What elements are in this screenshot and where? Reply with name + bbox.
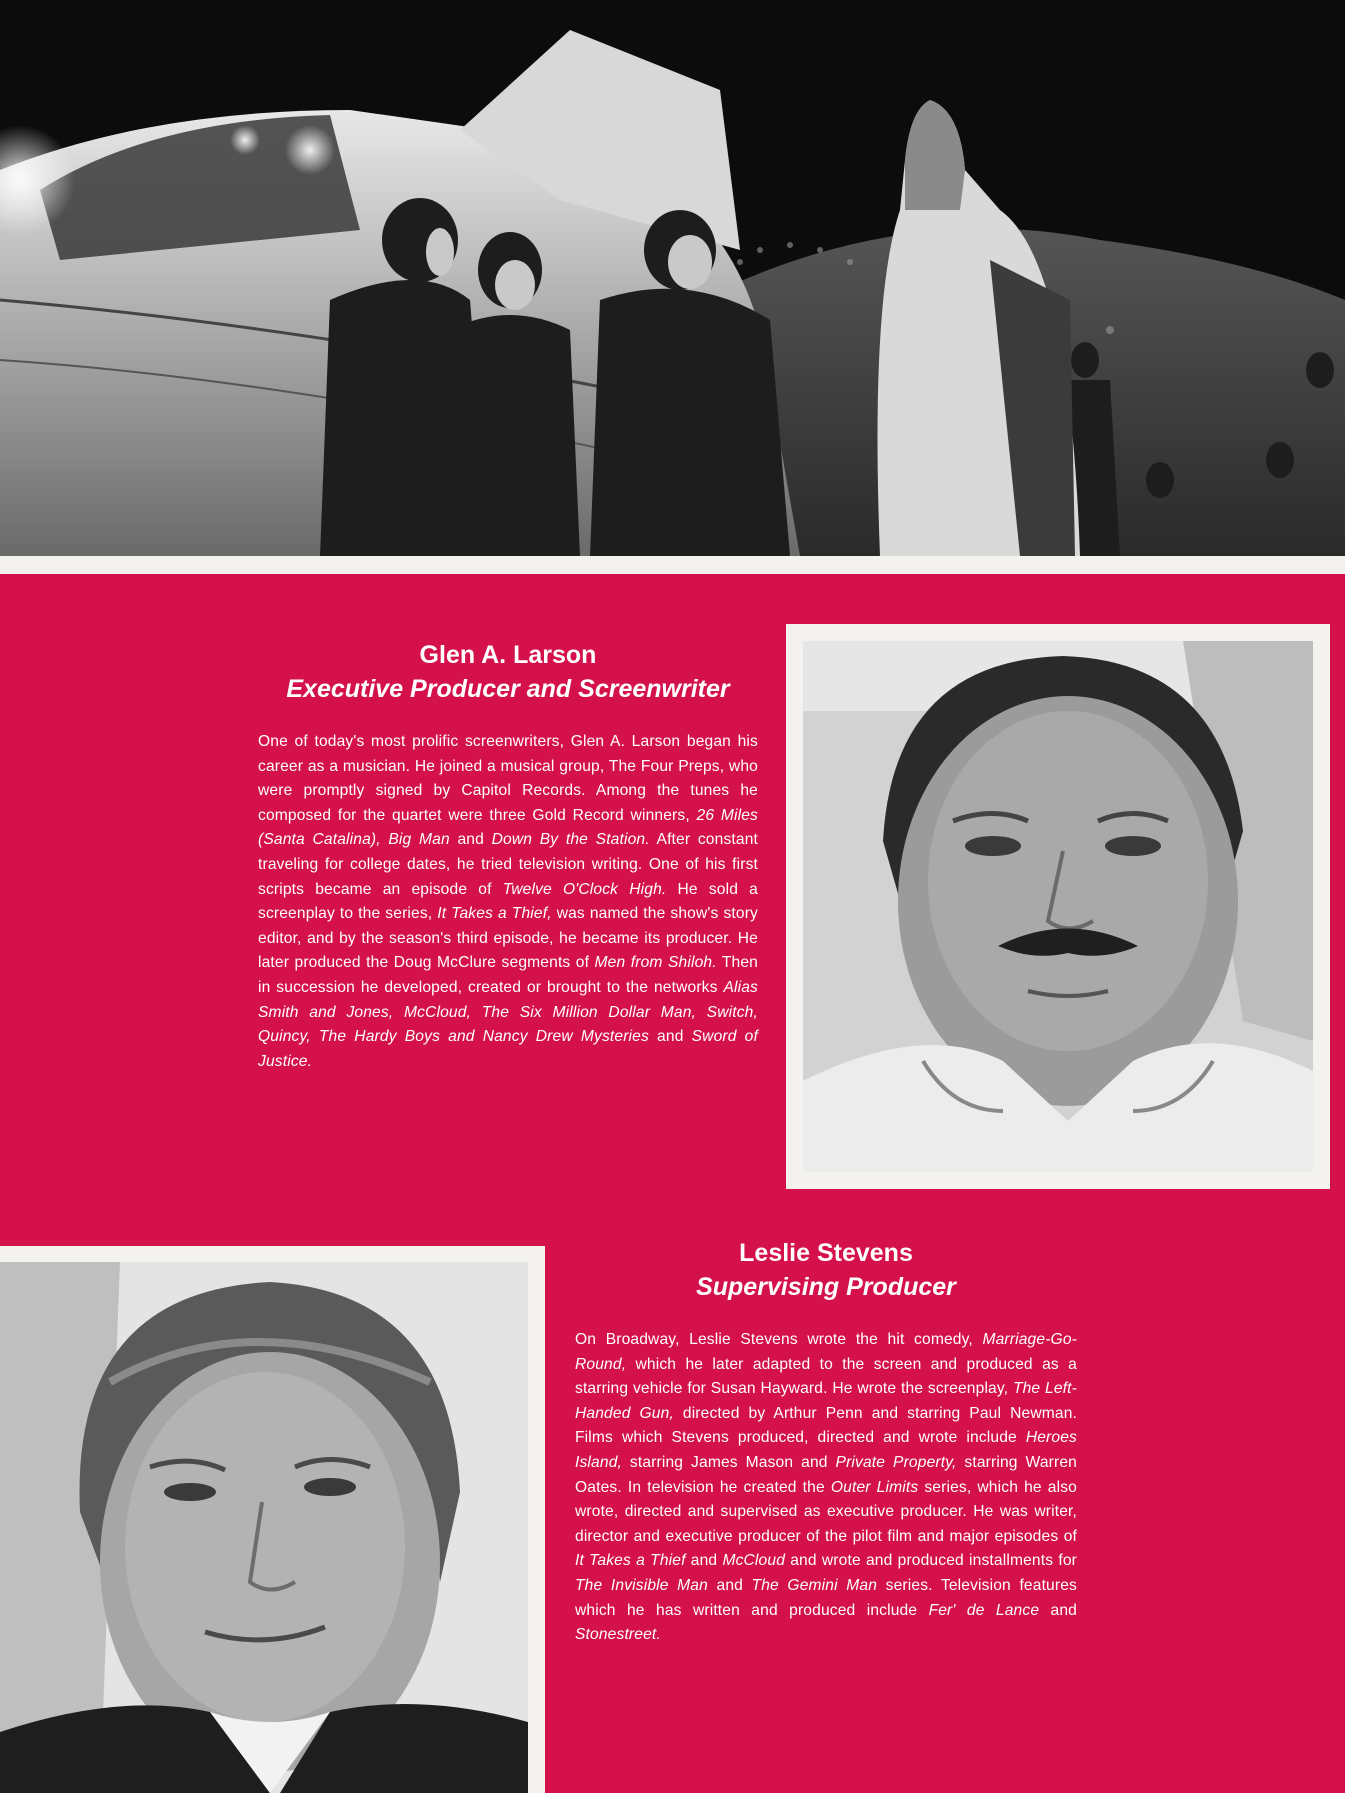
person-role: Supervising Producer [696, 1273, 956, 1301]
bio-title-italic: The Left-Handed Gun, [575, 1380, 1077, 1422]
bio-title-italic: Men from Shiloh. [594, 954, 717, 972]
section-divider [0, 556, 1345, 574]
person-name: Leslie Stevens [739, 1239, 913, 1267]
portrait-photo-larson [803, 641, 1313, 1172]
bio-column-larson [258, 640, 758, 1074]
bio-text: series. Television features which he has written and produced include [575, 1576, 1077, 1619]
bio-text: and [449, 831, 492, 849]
bio-text: and [1039, 1601, 1077, 1619]
bio-column-stevens [575, 1238, 1077, 1648]
hero-production-still [0, 0, 1345, 556]
person-role: Executive Producer and Screenwriter [286, 675, 730, 703]
bio-text: and [685, 1552, 723, 1570]
hero-photo-icon [0, 0, 1345, 556]
bio-text: which he later adapted to the screen and produced as a starring vehicle for Susan Hayward. He wrote the screenplay, [575, 1355, 1077, 1398]
bio-title-italic: Outer Limits [830, 1478, 919, 1496]
bio-text: and [648, 1028, 692, 1046]
bio-title-italic: Twelve O'Clock High. [502, 880, 667, 898]
bio-title-italic: It Takes a Thief, [437, 905, 552, 923]
bio-text: was named the show's story editor, and by the season's third episode, he became its producer. He later produced the Doug McClure segments of [258, 905, 758, 972]
bio-title-italic: Alias Smith and Jones, McCloud, The Six Million Dollar Man, Switch, Quincy, The Hardy Boys and Nancy Drew Mysteries [258, 978, 758, 1046]
bio-title-italic: 26 Miles (Santa Catalina), Big Man [258, 806, 759, 849]
portrait-frame-larson [786, 624, 1330, 1189]
bio-text: and [707, 1576, 752, 1594]
bio-text: starring Warren Oates. In television he created the [575, 1453, 1077, 1496]
bio-text: He sold a screenplay to the series, [258, 880, 759, 923]
person-bio [575, 1328, 1077, 1648]
person-name: Glen A. Larson [419, 641, 597, 669]
person-bio [258, 730, 758, 1074]
bio-text: One of today's most prolific screenwriters, Glen A. Larson began his career as a musician. He joined a musical group, The Four Preps, who were promptly signed by Capitol Records. Among the tunes he composed for the quartet were three Gold Record winners, [258, 733, 758, 824]
bio-title-italic: Fer' de Lance [928, 1601, 1040, 1619]
bio-title-italic: McCloud [722, 1552, 786, 1570]
bio-text: series, which he also wrote, directed and supervised as executive producer. He was writer, director and executive producer of the pilot film and major episodes of [575, 1478, 1077, 1545]
bio-text: and wrote and produced installments for [785, 1552, 1078, 1570]
bio-text: On Broadway, Leslie Stevens wrote the hit comedy, [575, 1331, 983, 1348]
portrait-icon [0, 1262, 528, 1793]
bio-text: Then in succession he developed, created or brought to the networks [258, 954, 759, 996]
bio-title-italic: Stonestreet. [575, 1626, 661, 1644]
portrait-photo-stevens [0, 1262, 528, 1793]
bio-text: starring James Mason and [622, 1453, 836, 1471]
bio-text: directed by Arthur Penn and starring Paul Newman. Films which Stevens produced, directed and wrote include [575, 1404, 1077, 1447]
bio-title-italic: Private Property, [835, 1453, 957, 1471]
bio-text: After constant traveling for college dates, he tried television writing. One of his first scripts became an episode of [258, 831, 759, 898]
portrait-icon [803, 641, 1313, 1172]
bio-title-italic: Down By the Station. [491, 831, 650, 849]
bio-title-italic: It Takes a Thief [575, 1552, 686, 1570]
bio-title-italic: Heroes Island, [575, 1429, 1077, 1471]
bio-title-italic: Sword of Justice. [258, 1028, 758, 1070]
bio-title-italic: The Gemini Man [751, 1576, 878, 1594]
portrait-frame-stevens [0, 1246, 545, 1793]
bio-title-italic: The Invisible Man [575, 1576, 708, 1594]
bio-title-italic: Marriage-Go-Round, [575, 1331, 1077, 1373]
